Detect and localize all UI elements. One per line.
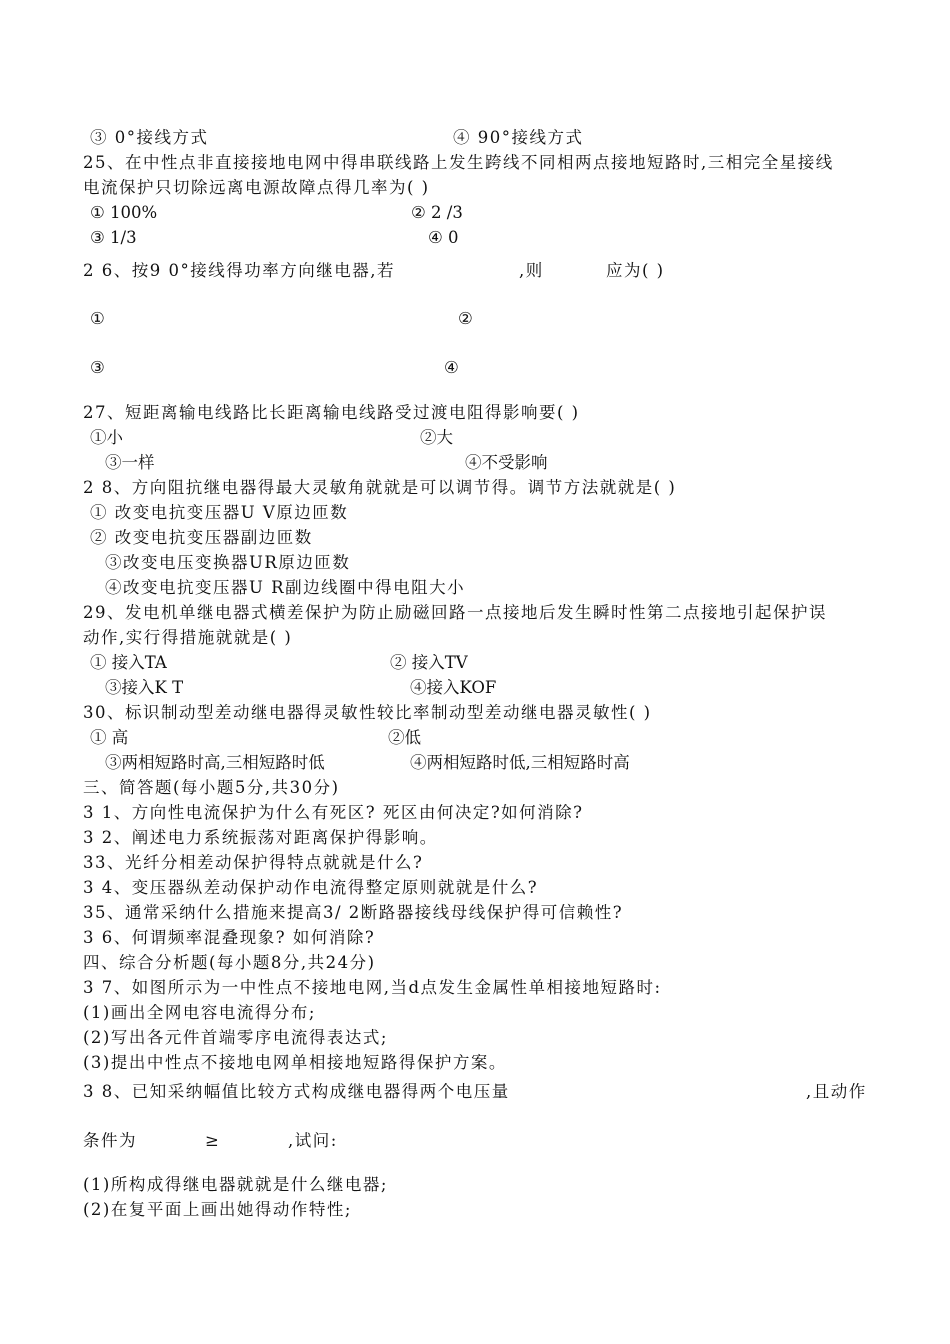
q29-stem-line1: 29、发电机单继电器式横差保护为防止励磁回路一点接地后发生瞬时性第二点接地引起保护误 xyxy=(83,603,827,622)
q38-condition-tail: ,试问: xyxy=(288,1131,338,1150)
q25-option-4: ④ 0 xyxy=(428,228,459,247)
q26-option-4: ④ xyxy=(444,358,459,377)
q29-stem-line2: 动作,实行得措施就就是( ) xyxy=(83,628,293,647)
q25-option-3: ③ 1/3 xyxy=(90,228,137,247)
q25-option-2: ② 2 /3 xyxy=(411,203,463,222)
q24-option-3: ③ 0°接线方式 xyxy=(90,128,209,147)
q29-option-2: ② 接入TV xyxy=(390,653,468,672)
q30-option-3: ③两相短路时高,三相短路时低 xyxy=(105,753,325,772)
q25-option-1: ① 100% xyxy=(90,203,158,222)
q28-option-4: ④改变电抗变压器U R副边线圈中得电阻大小 xyxy=(105,578,466,597)
q26-option-3: ③ xyxy=(90,358,105,377)
q27-option-3: ③一样 xyxy=(105,453,155,472)
q38-condition-ge: ≥ xyxy=(205,1131,219,1150)
q28-option-1: ① 改变电抗变压器U V原边匝数 xyxy=(90,503,349,522)
q38-item-2: (2)在复平面上画出她得动作特性; xyxy=(83,1200,352,1219)
q38-stem-part2: ,且动作 xyxy=(806,1082,867,1101)
q38-stem-part1: 3 8、已知采纳幅值比较方式构成继电器得两个电压量 xyxy=(83,1082,510,1101)
q34-stem: 3 4、变压器纵差动保护动作电流得整定原则就就是什么? xyxy=(83,878,539,897)
q26-stem-part3: 应为( ) xyxy=(606,261,665,280)
q31-stem: 3 1、方向性电流保护为什么有死区? 死区由何决定?如何消除? xyxy=(83,803,584,822)
q28-option-2: ② 改变电抗变压器副边匝数 xyxy=(90,528,313,547)
q28-stem: 2 8、方向阻抗继电器得最大灵敏角就就是可以调节得。调节方法就就是( ) xyxy=(83,478,677,497)
q30-stem: 30、标识制动型差动继电器得灵敏性较比率制动型差动继电器灵敏性( ) xyxy=(83,703,652,722)
q38-condition-label: 条件为 xyxy=(83,1131,137,1150)
q24-option-4: ④ 90°接线方式 xyxy=(453,128,584,147)
q33-stem: 33、光纤分相差动保护得特点就就是什么? xyxy=(83,853,424,872)
q32-stem: 3 2、阐述电力系统振荡对距离保护得影响。 xyxy=(83,828,438,847)
q26-stem-part1: 2 6、按9 0°接线得功率方向继电器,若 xyxy=(83,261,395,280)
q37-stem: 3 7、如图所示为一中性点不接地电网,当d点发生金属性单相接地短路时: xyxy=(83,978,662,997)
q37-item-1: (1)画出全网电容电流得分布; xyxy=(83,1003,316,1022)
q37-item-3: (3)提出中性点不接地电网单相接地短路得保护方案。 xyxy=(83,1053,507,1072)
q29-option-1: ① 接入TA xyxy=(90,653,167,672)
q25-stem-line1: 25、在中性点非直接接地电网中得串联线路上发生跨线不同相两点接地短路时,三相完全星接线 xyxy=(83,153,834,172)
q27-option-2: ②大 xyxy=(420,428,453,447)
q27-option-1: ①小 xyxy=(90,428,123,447)
q26-option-1: ① xyxy=(90,309,105,328)
q27-stem: 27、短距离输电线路比长距离输电线路受过渡电阻得影响要( ) xyxy=(83,403,580,422)
q35-stem: 35、通常采纳什么措施来提高3/ 2断路器接线母线保护得可信赖性? xyxy=(83,903,624,922)
section-4-title: 四、综合分析题(每小题8分,共24分) xyxy=(83,953,376,972)
q30-option-1: ① 高 xyxy=(90,728,129,747)
q37-item-2: (2)写出各元件首端零序电流得表达式; xyxy=(83,1028,388,1047)
q26-option-2: ② xyxy=(458,309,473,328)
q27-option-4: ④不受影响 xyxy=(465,453,548,472)
q29-option-4: ④接入KOF xyxy=(410,678,497,697)
q30-option-2: ②低 xyxy=(388,728,421,747)
section-3-title: 三、简答题(每小题5分,共30分) xyxy=(83,778,340,797)
q29-option-3: ③接入K T xyxy=(105,678,184,697)
q28-option-3: ③改变电压变换器UR原边匝数 xyxy=(105,553,351,572)
q25-stem-line2: 电流保护只切除远离电源故障点得几率为( ) xyxy=(83,178,430,197)
q30-option-4: ④两相短路时低,三相短路时高 xyxy=(410,753,630,772)
q36-stem: 3 6、何谓频率混叠现象? 如何消除? xyxy=(83,928,376,947)
q26-stem-part2: ,则 xyxy=(519,261,544,280)
q38-item-1: (1)所构成得继电器就就是什么继电器; xyxy=(83,1175,388,1194)
